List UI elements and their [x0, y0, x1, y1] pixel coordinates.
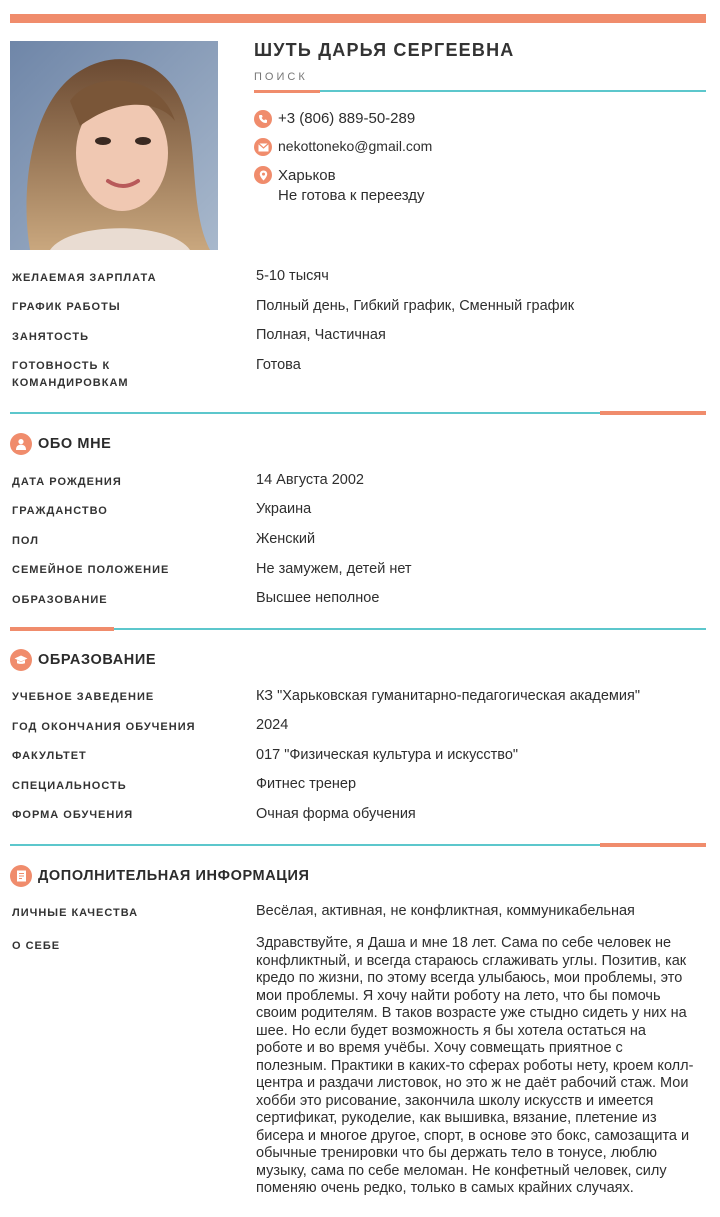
travel-label	[12, 358, 129, 392]
section-divider-accent	[10, 627, 114, 631]
schedule-value: Полный день, Гибкий график, Сменный график	[256, 298, 575, 314]
travel-label-line1: ГОТОВНОСТЬ К	[12, 360, 111, 372]
education-title: ОБРАЗОВАНИЕ	[38, 652, 157, 668]
faculty-value: 017 "Физическая культура и искусство"	[256, 747, 519, 763]
specialty-label: СПЕЦИАЛЬНОСТЬ	[12, 780, 127, 792]
salary-label: ЖЕЛАЕМАЯ ЗАРПЛАТА	[12, 272, 157, 284]
additional-info-header	[10, 865, 310, 887]
about-self-text: Здравствуйте, я Даша и мне 18 лет. Сама по себе человек не конфликтный, и всегда стараюсь сглаживать углы. Позитив, как кредо по жизни, по этому всегда улыбаюсь, мои проблемы, это мои проблемы. Я хочу найти роботу на лето, что бы помочь своим родителям. В таков возрасте уже стыдно сидеть у них на шее. Но если будет возможность я бы хотела остаться на роботе и во время учёбы. Хочу совмещать приятное с полезным. Практики в каких-то сферах роботы нету, кроем колл-центра и раздачи листовок, но это ж не даёт рабочий стаж. Мои хобби это рисование, закончила школу искусств и имеется сертификат, рукоделие, как вышивка, вязание, плетение из бисера и многое другое, спорт, в основе это бокс, самозащита и обычные тренировки что бы держать тело в тонусе, люблю музыку, сама по себе меломан. Не конфетный человек, силу поменяю очень редко, только в самых крайних случаях.	[256, 935, 694, 1196]
personal-qualities-label: ЛИЧНЫЕ КАЧЕСТВА	[12, 907, 139, 919]
graduation-cap-icon	[10, 649, 32, 671]
gender-value: Женский	[256, 531, 316, 547]
personal-qualities-value: Весёлая, активная, не конфликтная, коммуникабельная	[256, 903, 635, 919]
citizenship-label: ГРАЖДАНСТВО	[12, 505, 108, 517]
graduation-year-label: ГОД ОКОНЧАНИЯ ОБУЧЕНИЯ	[12, 721, 196, 733]
study-form-value: Очная форма обучения	[256, 806, 416, 822]
about-me-title: ОБО МНЕ	[38, 436, 112, 452]
email-address: nekottoneko@gmail.com	[278, 138, 433, 154]
phone-icon	[254, 110, 272, 128]
status-divider	[254, 90, 706, 92]
phone-number: +3 (806) 889-50-289	[278, 110, 416, 127]
institution-label: УЧЕБНОЕ ЗАВЕДЕНИЕ	[12, 691, 155, 703]
additional-info-title: ДОПОЛНИТЕЛЬНАЯ ИНФОРМАЦИЯ	[38, 868, 310, 884]
marital-label: СЕМЕЙНОЕ ПОЛОЖЕНИЕ	[12, 564, 170, 576]
contact-location	[254, 166, 425, 206]
portrait-image	[10, 41, 218, 250]
specialty-value: Фитнес тренер	[256, 776, 357, 792]
person-icon	[10, 433, 32, 455]
institution-value: КЗ "Харьковская гуманитарно-педагогическая академия"	[256, 688, 640, 704]
envelope-icon	[254, 138, 272, 156]
contact-email[interactable]	[254, 138, 432, 156]
employment-label: ЗАНЯТОСТЬ	[12, 331, 89, 343]
status-divider-accent	[254, 90, 320, 93]
education-level-label: ОБРАЗОВАНИЕ	[12, 594, 108, 606]
top-accent-bar	[10, 14, 706, 23]
status-label: ПОИСК	[254, 71, 308, 83]
location-pin-icon	[254, 166, 272, 184]
salary-value: 5-10 тысяч	[256, 268, 329, 284]
profile-photo	[10, 41, 218, 250]
graduation-year-value: 2024	[256, 717, 289, 733]
gender-label: ПОЛ	[12, 535, 39, 547]
candidate-name: ШУТЬ ДАРЬЯ СЕРГЕЕВНА	[254, 40, 515, 60]
contact-phone[interactable]	[254, 110, 415, 128]
section-divider-accent	[600, 411, 706, 415]
birth-label: ДАТА РОЖДЕНИЯ	[12, 476, 122, 488]
education-header	[10, 649, 156, 671]
section-divider-accent	[600, 843, 706, 847]
citizenship-value: Украина	[256, 501, 312, 517]
about-self-label: О СЕБЕ	[12, 940, 61, 952]
about-me-header	[10, 433, 111, 455]
education-level-value: Высшее неполное	[256, 590, 380, 606]
relocation: Не готова к переезду	[278, 187, 425, 204]
travel-value: Готова	[256, 357, 301, 373]
section-divider	[10, 628, 706, 630]
schedule-label: ГРАФИК РАБОТЫ	[12, 301, 121, 313]
city: Харьков	[278, 167, 336, 184]
employment-value: Полная, Частичная	[256, 327, 386, 343]
document-icon	[10, 865, 32, 887]
marital-value: Не замужем, детей нет	[256, 561, 412, 577]
study-form-label: ФОРМА ОБУЧЕНИЯ	[12, 809, 134, 821]
faculty-label: ФАКУЛЬТЕТ	[12, 750, 87, 762]
travel-label-line2: КОМАНДИРОВКАМ	[12, 377, 129, 389]
birth-value: 14 Августа 2002	[256, 472, 364, 488]
